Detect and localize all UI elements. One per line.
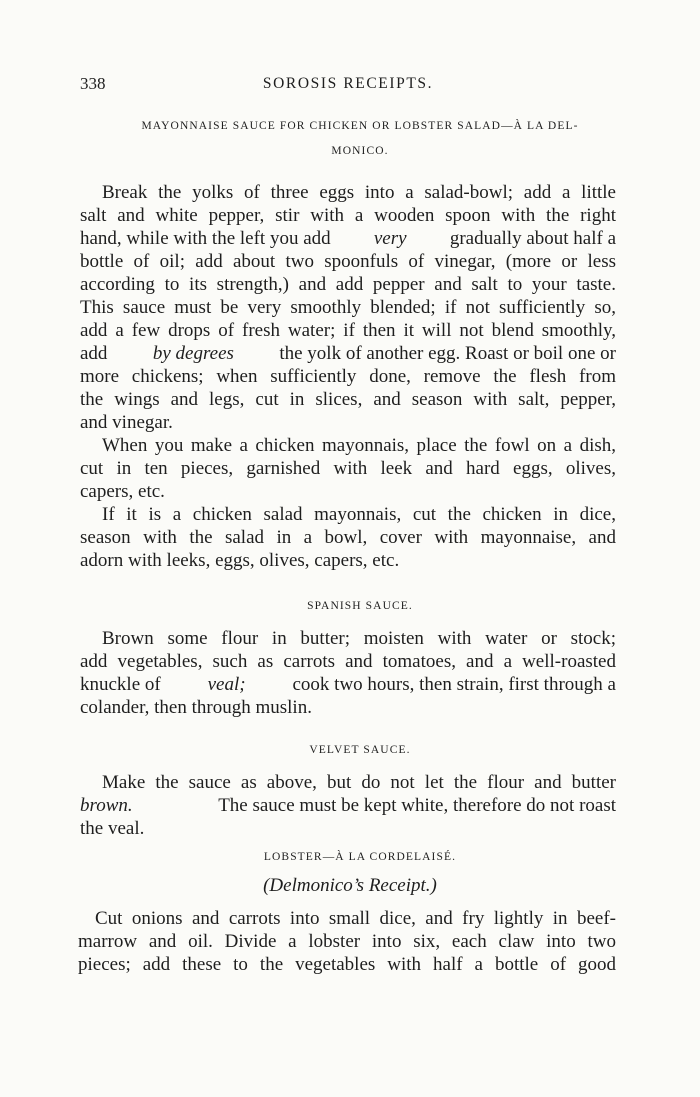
running-title: SOROSIS RECEIPTS. xyxy=(262,75,434,92)
mayonnaise-title-line-1: MAYONNAISE SAUCE FOR CHICKEN OR LOBSTER SALAD—À LA DEL- xyxy=(141,120,579,132)
mayonnaise-line-9: more chickens; when sufficiently done, remove the flesh from xyxy=(80,366,616,387)
lobster-line-2: marrow and oil. Divide a lobster into six, each claw into two xyxy=(78,931,616,952)
emphasis-very: very xyxy=(373,228,407,249)
mayonnaise-line-5: according to its strength,) and add pepper and salt to your taste. xyxy=(80,274,616,295)
mayonnaise-line-1: Break the yolks of three eggs into a salad-bowl; add a little xyxy=(102,182,616,203)
mayonnaise-line-4: bottle of oil; add about two spoonfuls of vinegar, (more or less xyxy=(80,251,616,272)
lobster-line-1: Cut onions and carrots into small dice, and fry lightly in beef- xyxy=(95,908,616,929)
mayonnaise-line-15: If it is a chicken salad mayonnais, cut the chicken in dice, xyxy=(102,504,616,525)
spanish-line-3 xyxy=(80,674,616,696)
page-number: 338 xyxy=(80,74,106,93)
mayonnaise-line-8-text-b: the yolk of another egg. Roast or boil one or xyxy=(279,343,616,364)
mayonnaise-line-8-text-a: add xyxy=(80,343,108,364)
mayonnaise-line-3-text-a: hand, while with the left you add xyxy=(80,228,331,249)
mayonnaise-line-7: add a few drops of fresh water; if then it will not blend smoothly, xyxy=(80,320,616,341)
mayonnaise-line-3-text-b: gradually about half a xyxy=(449,228,616,249)
mayonnaise-line-12: When you make a chicken mayonnais, place the fowl on a dish, xyxy=(102,435,616,456)
spanish-line-2: add vegetables, such as carrots and tomatoes, and a well-roasted xyxy=(80,651,616,672)
spanish-sauce-title: SPANISH SAUCE. xyxy=(307,600,413,612)
velvet-line-3: the veal. xyxy=(80,818,145,839)
spanish-line-1: Brown some flour in butter; moisten with water or stock; xyxy=(102,628,616,649)
mayonnaise-line-17: adorn with leeks, eggs, olives, capers, etc. xyxy=(80,550,400,571)
mayonnaise-line-11: and vinegar. xyxy=(80,412,173,433)
mayonnaise-line-8 xyxy=(80,343,616,365)
mayonnaise-line-2: salt and white pepper, stir with a wooden spoon with the right xyxy=(80,205,616,226)
mayonnaise-line-3 xyxy=(80,228,616,250)
lobster-line-3: pieces; add these to the vegetables with half a bottle of good xyxy=(78,954,616,975)
mayonnaise-line-14: capers, etc. xyxy=(80,481,165,502)
mayonnaise-line-16: season with the salad in a bowl, cover with mayonnaise, and xyxy=(80,527,616,548)
velvet-line-2-text: The sauce must be kept white, therefore do not roast xyxy=(218,795,616,816)
spanish-line-3-text-a: knuckle of xyxy=(80,674,161,695)
emphasis-veal: veal; xyxy=(207,674,246,695)
lobster-attribution: (Delmonico’s Receipt.) xyxy=(263,875,437,896)
spanish-line-4: colander, then through muslin. xyxy=(80,697,312,718)
mayonnaise-line-10: the wings and legs, cut in slices, and season with salt, pepper, xyxy=(80,389,616,410)
mayonnaise-line-6: This sauce must be very smoothly blended; if not sufficiently so, xyxy=(80,297,616,318)
emphasis-brown: brown. xyxy=(80,795,133,816)
mayonnaise-line-13: cut in ten pieces, garnished with leek and hard eggs, olives, xyxy=(80,458,616,479)
emphasis-by-degrees: by degrees xyxy=(152,343,234,364)
velvet-sauce-title: VELVET SAUCE. xyxy=(309,744,411,756)
mayonnaise-title-line-2: MONICO. xyxy=(331,145,389,157)
velvet-line-1: Make the sauce as above, but do not let the flour and butter xyxy=(102,772,616,793)
page-header xyxy=(80,74,616,100)
spanish-line-3-text-b: cook two hours, then strain, first through a xyxy=(292,674,616,695)
velvet-line-2 xyxy=(80,795,616,817)
lobster-title: LOBSTER—À LA CORDELAISÉ. xyxy=(263,851,457,863)
